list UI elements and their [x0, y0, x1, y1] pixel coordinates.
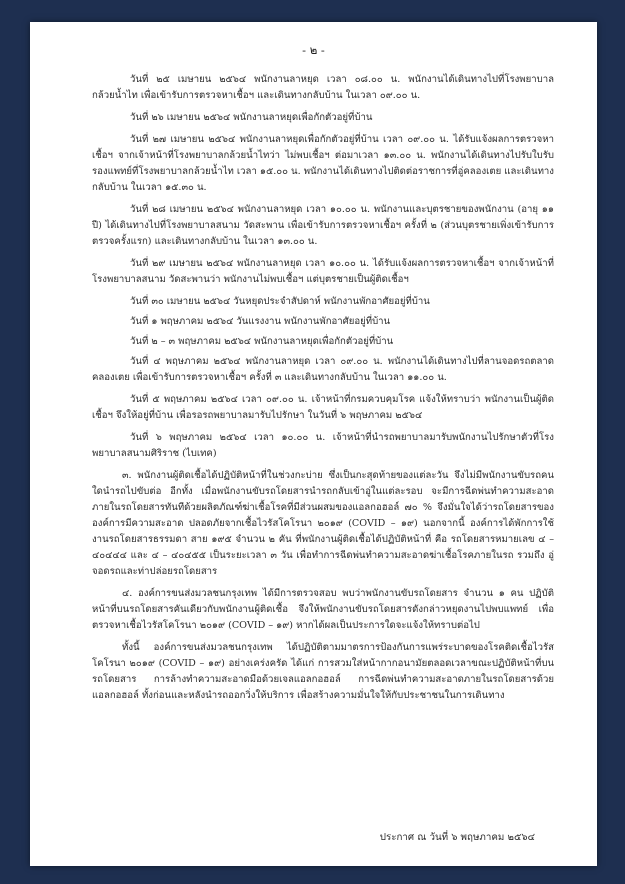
timeline-entry: วันที่ ๒ – ๓ พฤษภาคม ๒๕๖๔ พนักงานลาหยุดเพื่อกักตัวอยู่ที่บ้าน: [130, 336, 394, 347]
document-body: [92, 72, 554, 710]
timeline-entry: วันที่ ๔ พฤษภาคม ๒๕๖๔ พนักงานลาหยุด เวลา ๐๙.๐๐ น. พนักงานได้เดินทางไปที่ลานจอดรถตลาดคลองเตย เพื่อเข้ารับการตรวจหาเชื้อฯ ครั้งที่ ๓ และเดินทางกลับบ้าน ในเวลา ๑๑.๐๐ น.: [92, 356, 554, 383]
timeline-entry: วันที่ ๒๙ เมษายน ๒๕๖๔ พนักงานลาหยุด เวลา ๑๐.๐๐ น. ได้รับแจ้งผลการตรวจหาเชื้อฯ จากเจ้าหน้าที่โรงพยาบาลสนาม วัดสะพานว่า พนักงานไม่พบเชื้อฯ แต่บุตรชายเป็นผู้ติดเชื้อฯ: [92, 258, 554, 285]
document-page: [30, 22, 597, 866]
closing-paragraph: ทั้งนี้ องค์การขนส่งมวลชนกรุงเทพ ได้ปฏิบัติตามมาตรการป้องกันการแพร่ระบาดของโรคติดเชื้อไวรัสโคโรนา ๒๐๑๙ (COVID – ๑๙) อย่างเคร่งครัด ได้แก่ การสวมใส่หน้ากากอนามัยตลอดเวลาขณะปฏิบัติหน้าที่บนรถโดยสาร การล้างทำความสะอาดมือด้วยเจลแอลกอฮอล์ การฉีดพ่นทำความสะอาดภายในรถโดยสารด้วยแอลกอฮอล์ ทั้งก่อนและหลังนำรถออกวิ่งให้บริการ เพื่อสร้างความมั่นใจให้กับประชาชนในการเดินทาง: [92, 642, 554, 701]
announcement-date: ประกาศ ณ วันที่ ๖ พฤษภาคม ๒๕๖๔: [379, 832, 535, 843]
timeline-entry: วันที่ ๓๐ เมษายน ๒๕๖๔ วันหยุดประจำสัปดาห์ พนักงานพักอาศัยอยู่ที่บ้าน: [130, 296, 430, 307]
timeline-entry: วันที่ ๒๘ เมษายน ๒๕๖๔ พนักงานลาหยุด เวลา ๑๐.๐๐ น. พนักงานและบุตรชายของพนักงาน (อายุ ๑๑ ปี) ได้เดินทางไปที่โรงพยาบาลสนาม วัดสะพาน เพื่อเข้ารับการตรวจหาเชื้อฯ ครั้งที่ ๒ (ส่วนบุตรชายเพิ่งเข้ารับการตรวจครั้งแรก) และเดินทางกลับบ้าน ในเวลา ๑๓.๐๐ น.: [92, 204, 554, 247]
page-number: - ๒ -: [302, 43, 325, 57]
item-4-paragraph: ๔. องค์การขนส่งมวลชนกรุงเทพ ได้มีการตรวจสอบ พบว่าพนักงานขับรถโดยสาร จำนวน ๑ คน ปฏิบัติหน้าที่บนรถโดยสารคันเดียวกับพนักงานผู้ติดเชื้อ จึงให้พนักงานขับรถโดยสารดังกล่าวหยุดงานไปพบแพทย์ เพื่อตรวจหาเชื้อไวรัสโคโรนา ๒๐๑๙ (COVID – ๑๙) หากได้ผลเป็นประการใดจะแจ้งให้ทราบต่อไป: [92, 588, 554, 631]
timeline-entry: วันที่ ๖ พฤษภาคม ๒๕๖๔ เวลา ๑๐.๐๐ น. เจ้าหน้าที่นำรถพยาบาลมารับพนักงานไปรักษาตัวที่โรงพยาบาลสนามศิริราช (ไบเทค): [92, 432, 554, 459]
timeline-entry: วันที่ ๒๖ เมษายน ๒๕๖๔ พนักงานลาหยุดเพื่อกักตัวอยู่ที่บ้าน: [130, 112, 373, 123]
timeline-entry: วันที่ ๒๗ เมษายน ๒๕๖๔ พนักงานลาหยุดเพื่อกักตัวอยู่ที่บ้าน เวลา ๐๙.๐๐ น. ได้รับแจ้งผลการตรวจหาเชื้อฯ จากเจ้าหน้าที่โรงพยาบาลกล้วยน้ำไทว่า ไม่พบเชื้อฯ ต่อมาเวลา ๑๓.๐๐ น. พนักงานได้เดินทางไปรับใบรับรองแพทย์ที่โรงพยาบาลกล้วยน้ำไท เวลา ๑๕.๐๐ น. พนักงานได้เดินทางไปติดต่อราชการที่อู่คลองเตย และเดินทางกลับบ้าน ในเวลา ๑๕.๓๐ น.: [92, 134, 554, 193]
timeline-entry: วันที่ ๕ พฤษภาคม ๒๕๖๔ เวลา ๐๙.๐๐ น. เจ้าหน้าที่กรมควบคุมโรค แจ้งให้ทราบว่า พนักงานเป็นผู้ติดเชื้อฯ จึงให้อยู่ที่บ้าน เพื่อรอรถพยาบาลมารับไปรักษา ในวันที่ ๖ พฤษภาคม ๒๕๖๔: [92, 394, 554, 421]
item-3-paragraph: ๓. พนักงานผู้ติดเชื้อได้ปฏิบัติหน้าที่ในช่วงกะบ่าย ซึ่งเป็นกะสุดท้ายของแต่ละวัน จึงไม่มีพนักงานขับรถคนใดนำรถไปขับต่อ อีกทั้ง เมื่อพนักงานขับรถโดยสารนำรถกลับเข้าอู่ในแต่ละรอบ จะมีการฉีดพ่นทำความสะอาดภายในรถโดยสารทันทีด้วยผลิตภัณฑ์ฆ่าเชื้อโรคที่มีส่วนผสมของแอลกอฮอล์ ๗๐ % จึงมั่นใจได้ว่ารถโดยสารขององค์การมีความสะอาด ปลอดภัยจากเชื้อไวรัสโคโรนา ๒๐๑๙ (COVID – ๑๙) นอกจากนี้ องค์การได้พักการใช้งานรถโดยสารธรรมดา สาย ๑๙๕ จำนวน ๒ คัน ที่พนักงานผู้ติดเชื้อได้ปฏิบัติหน้าที่ คือ รถโดยสารหมายเลข ๔ – ๔๐๔๔๔ และ ๔ – ๔๐๔๕๕ เป็นระยะเวลา ๓ วัน เพื่อทำการฉีดพ่นทำความสะอาดฆ่าเชื้อโรคภายในรถ รวมถึง อู่จอดรถและท่าปล่อยรถโดยสาร: [92, 470, 554, 577]
timeline-entry: วันที่ ๒๕ เมษายน ๒๕๖๔ พนักงานลาหยุด เวลา ๐๘.๐๐ น. พนักงานได้เดินทางไปที่โรงพยาบาลกล้วยน้ำไท เพื่อเข้ารับการตรวจหาเชื้อฯ และเดินทางกลับบ้าน ในเวลา ๐๙.๐๐ น.: [92, 74, 554, 101]
timeline-entry: วันที่ ๑ พฤษภาคม ๒๕๖๔ วันแรงงาน พนักงานพักอาศัยอยู่ที่บ้าน: [130, 316, 391, 327]
